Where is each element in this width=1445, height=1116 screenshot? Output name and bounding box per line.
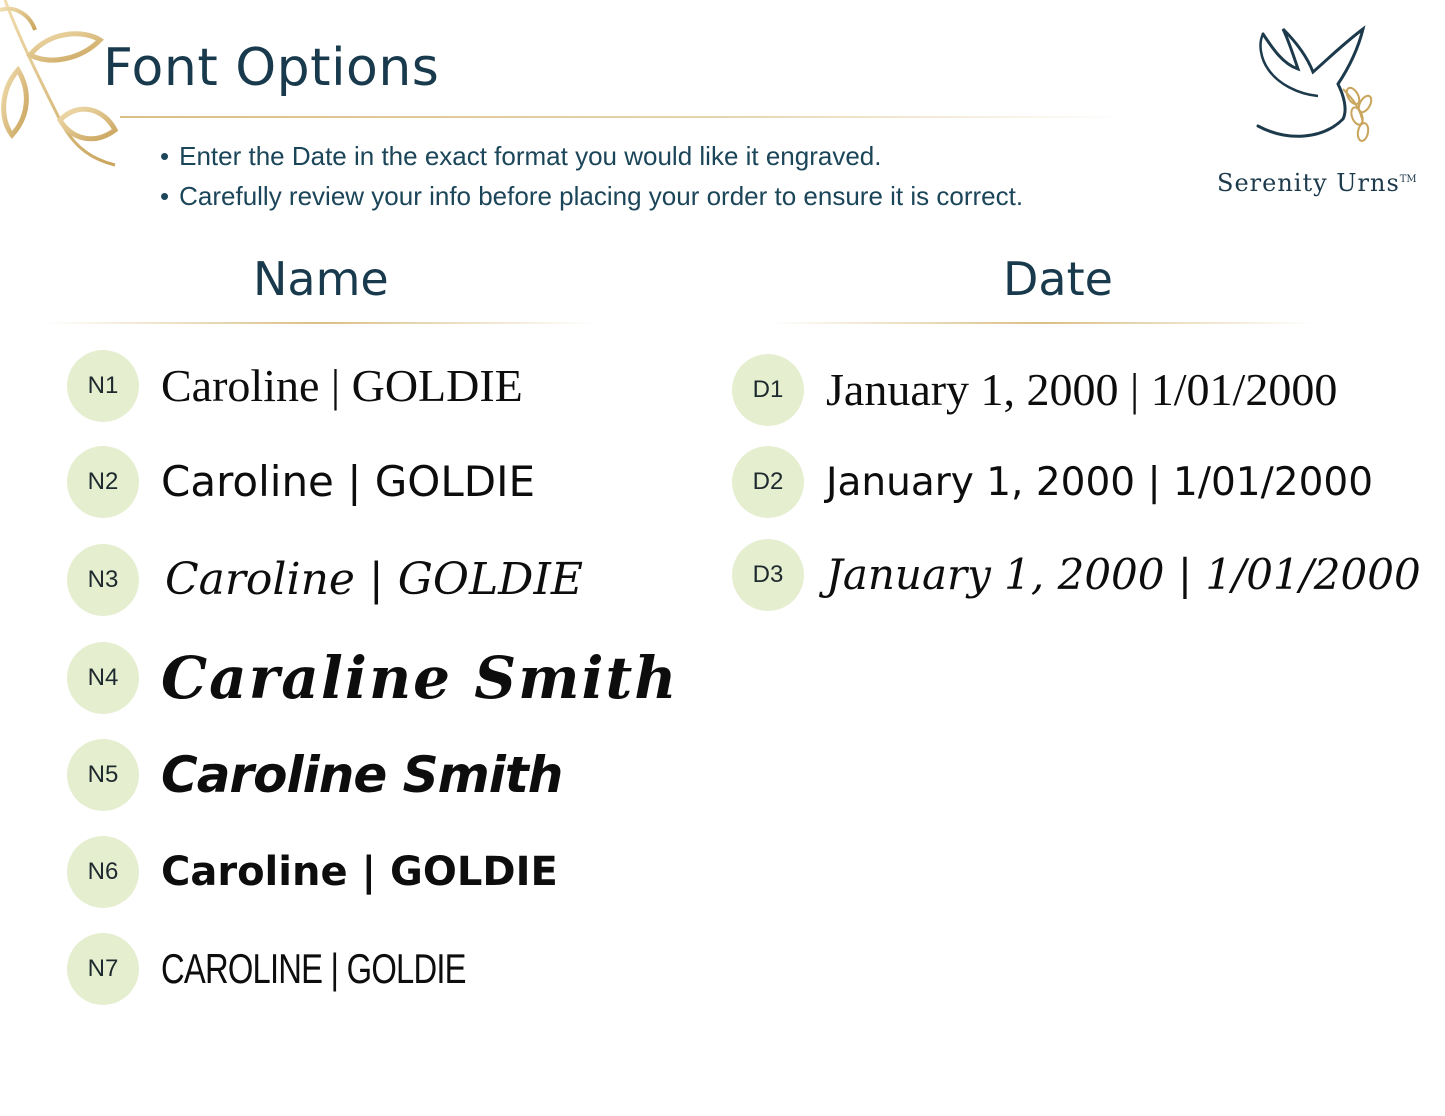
font-code-badge: D3 bbox=[732, 539, 804, 611]
name-font-option-n5 bbox=[67, 735, 562, 815]
font-code-badge: N4 bbox=[67, 642, 139, 714]
font-code-badge: N1 bbox=[67, 350, 139, 422]
font-sample: CAROLINE | GOLDIE bbox=[161, 945, 466, 992]
instructions-list bbox=[160, 137, 1023, 217]
font-sample: Caroline | GOLDIE bbox=[161, 849, 558, 895]
font-sample: Caroline Smith bbox=[161, 746, 563, 804]
brand-name: Serenity Urns™ bbox=[1217, 169, 1417, 197]
date-column-divider bbox=[770, 322, 1315, 324]
font-sample: January 1, 2000 | 1/01/2000 bbox=[826, 364, 1338, 415]
font-sample: January 1, 2000 | 1/01/2000 bbox=[826, 550, 1421, 599]
font-code-badge: N6 bbox=[67, 836, 139, 908]
font-code-badge: D2 bbox=[732, 446, 804, 518]
font-sample: January 1, 2000 | 1/01/2000 bbox=[826, 459, 1374, 505]
font-sample: Caroline | GOLDIE bbox=[161, 360, 523, 411]
name-font-option-n7 bbox=[67, 929, 552, 1009]
font-code-badge: N5 bbox=[67, 739, 139, 811]
page-title: Font Options bbox=[103, 38, 440, 98]
font-code-badge: D1 bbox=[732, 354, 804, 426]
brand-logo bbox=[1205, 14, 1430, 197]
font-code-badge: N7 bbox=[67, 933, 139, 1005]
instruction-item: • Enter the Date in the exact format you would like it engraved. bbox=[160, 137, 1023, 177]
name-font-option-n3 bbox=[67, 540, 583, 620]
name-column-divider bbox=[45, 322, 595, 324]
date-column-header: Date bbox=[1003, 252, 1113, 306]
font-sample: Caroline | GOLDIE bbox=[161, 457, 536, 506]
name-font-option-n1 bbox=[67, 346, 523, 426]
font-code-badge: N3 bbox=[67, 544, 139, 616]
name-font-option-n4 bbox=[67, 638, 678, 718]
title-divider bbox=[120, 116, 1125, 118]
font-sample: Caroline | GOLDIE bbox=[165, 554, 583, 605]
date-font-option-d3 bbox=[732, 535, 1421, 615]
trademark-mark: TM bbox=[1399, 174, 1417, 185]
font-sample: Caraline Smith bbox=[161, 644, 679, 712]
date-font-option-d2 bbox=[732, 442, 1373, 522]
dove-with-olive-branch-icon bbox=[1243, 14, 1383, 144]
name-font-option-n2 bbox=[67, 442, 535, 522]
date-font-option-d1 bbox=[732, 350, 1337, 430]
name-font-option-n6 bbox=[67, 832, 558, 912]
name-column-header: Name bbox=[253, 252, 389, 306]
instruction-item: • Carefully review your info before placing your order to ensure it is correct. bbox=[160, 177, 1023, 217]
font-code-badge: N2 bbox=[67, 446, 139, 518]
